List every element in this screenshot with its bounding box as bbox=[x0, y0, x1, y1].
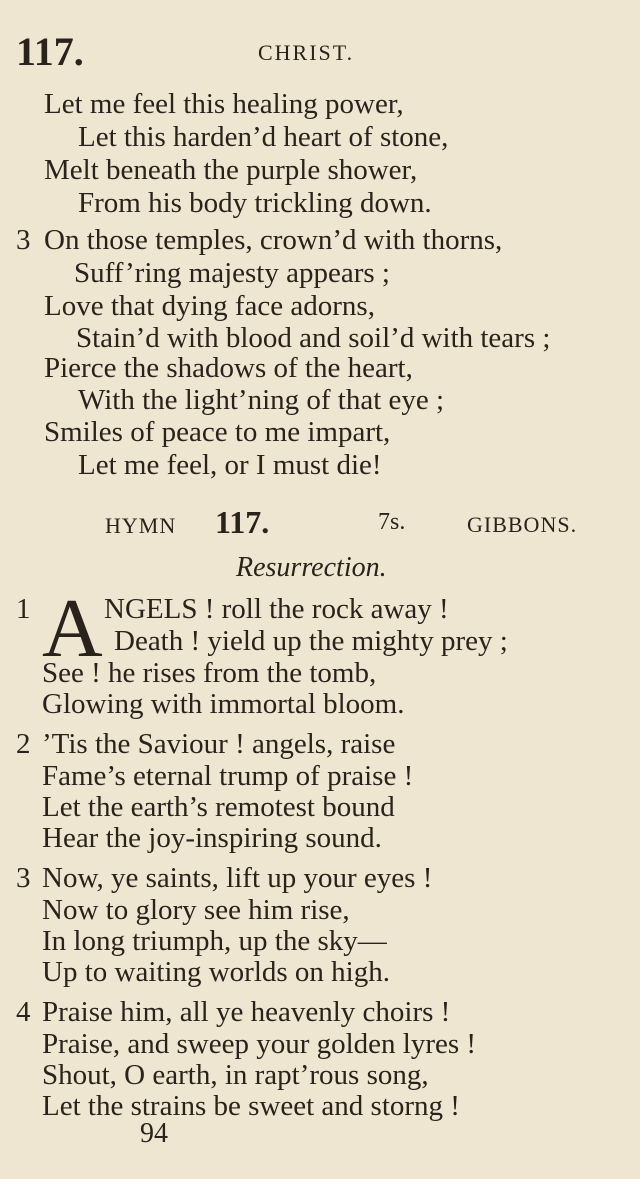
verse-line: Let the earth’s remotest bound bbox=[42, 791, 395, 823]
verse-line: Smiles of peace to me impart, bbox=[44, 416, 391, 448]
stanza-number: 3 bbox=[16, 862, 31, 894]
hymn-label: HYMN bbox=[105, 513, 177, 538]
hymn-subtitle: Resurrection. bbox=[236, 552, 387, 583]
verse-line: NGELS ! roll the rock away ! bbox=[104, 593, 449, 625]
verse-line: Praise him, all ye heavenly choirs ! bbox=[42, 996, 451, 1028]
verse-line: Let the strains be sweet and storng ! bbox=[42, 1090, 460, 1122]
verse-line: Let me feel this healing power, bbox=[44, 88, 404, 120]
drop-cap: A bbox=[42, 582, 103, 675]
verse-line: Praise, and sweep your golden lyres ! bbox=[42, 1028, 477, 1060]
verse-line: ’Tis the Saviour ! angels, raise bbox=[42, 728, 396, 760]
verse-line: Up to waiting worlds on high. bbox=[42, 956, 390, 988]
verse-line: Glowing with immortal bloom. bbox=[42, 688, 405, 720]
folio-number: 94 bbox=[140, 1118, 168, 1149]
verse-line: Pierce the shadows of the heart, bbox=[44, 352, 413, 384]
verse-line: Let this harden’d heart of stone, bbox=[78, 121, 449, 153]
verse-line: Stain’d with blood and soil’d with tears ; bbox=[76, 322, 551, 354]
verse-line: Now to glory see him rise, bbox=[42, 894, 350, 926]
stanza-number: 4 bbox=[16, 996, 31, 1028]
verse-line: Melt beneath the purple shower, bbox=[44, 154, 418, 186]
verse-line: Love that dying face adorns, bbox=[44, 290, 375, 322]
stanza-number: 2 bbox=[16, 728, 31, 760]
hymn-meter: 7s. bbox=[378, 509, 406, 535]
page-number: 117. bbox=[16, 29, 84, 74]
verse-line: Let me feel, or I must die! bbox=[78, 449, 382, 481]
verse-line: Hear the joy-inspiring sound. bbox=[42, 822, 382, 854]
verse-line: Shout, O earth, in rapt’rous song, bbox=[42, 1059, 429, 1091]
running-title: CHRIST. bbox=[258, 40, 355, 65]
verse-line: Suff’ring majesty appears ; bbox=[74, 257, 390, 289]
verse-line: With the light’ning of that eye ; bbox=[78, 384, 445, 416]
verse-line: In long triumph, up the sky— bbox=[42, 925, 387, 957]
verse-line: On those temples, crown’d with thorns, bbox=[44, 224, 503, 256]
stanza-number: 1 bbox=[16, 593, 31, 625]
verse-line: Death ! yield up the mighty prey ; bbox=[114, 625, 508, 657]
verse-line: Fame’s eternal trump of praise ! bbox=[42, 760, 414, 792]
hymn-number: 117. bbox=[215, 504, 270, 540]
stanza-number: 3 bbox=[16, 224, 31, 256]
verse-line: From his body trickling down. bbox=[78, 187, 432, 219]
tune-name: GIBBONS. bbox=[467, 512, 578, 537]
verse-line: See ! he rises from the tomb, bbox=[42, 657, 377, 689]
verse-line: Now, ye saints, lift up your eyes ! bbox=[42, 862, 433, 894]
